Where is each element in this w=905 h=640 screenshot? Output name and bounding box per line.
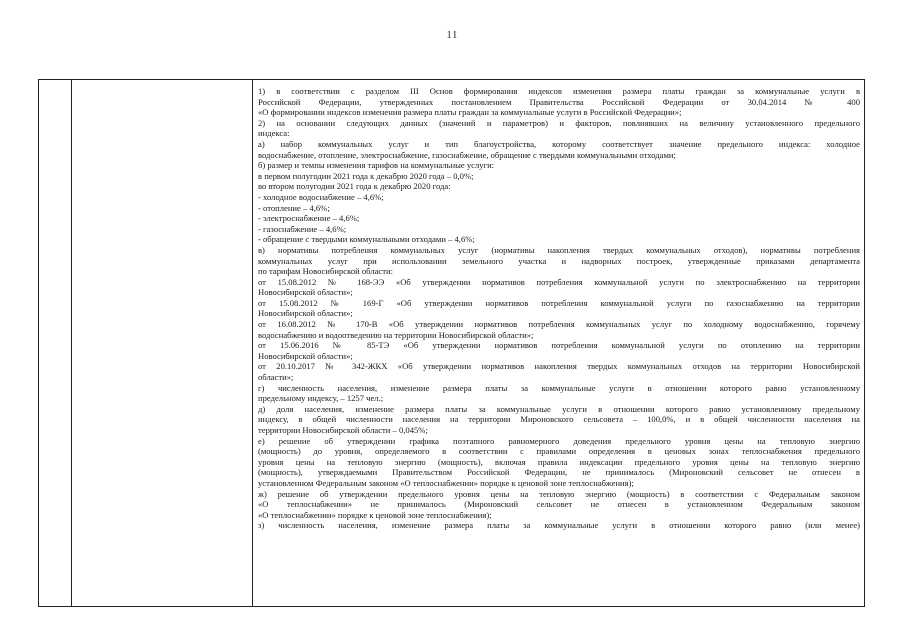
text-line: в) нормативы потребления коммунальных услуг (нормативы накопления твердых коммунальных отходов), нормативы потребления: [258, 244, 860, 255]
text-line: установленном Федеральным законом «О теплоснабжении» порядке к ценовой зоне теплоснабжения);: [258, 477, 634, 488]
text-line: во втором полугодии 2021 года к декабрю 2020 года:: [258, 181, 451, 192]
text-line: «О теплоснабжении» не принималось (Мироновский сельсовет не отнесен в установленном Федеральным законом: [258, 499, 860, 510]
text-line: Новосибирской области»;: [258, 308, 353, 319]
text-line: - электроснабжение – 4,6%;: [258, 213, 360, 224]
text-line: ж) решение об утверждении предельного уровня цены на тепловую энергию (мощность) в соответствии с Федеральным законом: [258, 488, 860, 499]
page-number: 11: [446, 30, 459, 41]
text-line: г) численность населения, изменение размера платы за коммунальные услуги в отношении которого равно установленному: [258, 382, 860, 393]
text-line: в первом полугодии 2021 года к декабрю 2020 года – 0,0%;: [258, 170, 474, 181]
text-line: - газоснабжение – 4,6%;: [258, 223, 347, 234]
text-line: от 15.08.2012 № 169-Г «Об утверждении нормативов потребления коммунальной услуги по газоснабжению на территории: [258, 297, 860, 308]
text-line: от 15.06.2016 № 85-ТЭ «Об утверждении нормативов потребления коммунальной услуги по отоплению на территории: [258, 340, 860, 351]
text-line: «О теплоснабжении» порядке к ценовой зоне теплоснабжения);: [258, 509, 492, 520]
text-line: д) доля населения, изменение размера платы за коммунальные услуги в отношении которого равно установленному предельному: [258, 403, 860, 414]
text-line: - холодное водоснабжение – 4,6%;: [258, 191, 384, 202]
text-line: з) численность населения, изменение размера платы за коммунальные услуги в отношении которого равно (или менее): [258, 520, 860, 531]
document-table: [38, 79, 865, 607]
text-line: от 16.08.2012 № 170-В «Об утверждении нормативов потребления коммунальных услуг по холодному водоснабжению, горячему: [258, 319, 860, 330]
text-cell: [258, 86, 860, 606]
text-line: по тарифам Новосибирской области:: [258, 266, 393, 277]
text-line: индексу, в общей численности населения на территории Мироновского сельсовета – 100,0%, и в общей численности населения на: [258, 414, 860, 425]
text-line: 2) на основании следующих данных (значений и параметров) и факторов, повлиявших на величину установленного предельного: [258, 117, 860, 128]
text-line: водоснабжению и водоотведению на территории Новосибирской области»;: [258, 329, 534, 340]
text-line: е) решение об утверждении графика поэтапного равномерного доведения предельного уровня цены на тепловую энергию: [258, 435, 860, 446]
text-line: коммунальных услуг при использовании земельного участка и надворных построек, утвержденные приказами департамента: [258, 255, 860, 266]
text-line: «О формировании индексов изменения размера платы граждан за коммунальные услуги в Российской Федерации»;: [258, 107, 682, 118]
text-line: от 15.08.2012 № 168-ЭЭ «Об утверждении нормативов потребления коммунальной услуги по электроснабжению на территории: [258, 276, 860, 287]
text-line: (мощность) до уровня, определяемого в соответствии с правилами определения в ценовых зонах теплоснабжения предельного: [258, 446, 860, 457]
text-line: индекса:: [258, 128, 290, 139]
text-line: а) набор коммунальных услуг и тип благоустройства, которому соответствует значение предельного индекса: холодное: [258, 138, 860, 149]
text-line: Российской Федерации, утвержденных постановлением Правительства Российской Федерации от 30.04.2014 № 400: [258, 96, 860, 107]
text-line: области»;: [258, 372, 294, 383]
text-line: б) размер и темпы изменения тарифов на коммунальные услуги:: [258, 160, 495, 171]
text-line: уровня цены на тепловую энергию (мощность), включая правила индексации предельного уровня цены на тепловую энергию: [258, 456, 860, 467]
text-line: Новосибирской области»;: [258, 287, 353, 298]
text-line: (мощность), утверждаемыми Правительством Российской Федерации, не принималось (Мироновский сельсовет не отнесен в: [258, 467, 860, 478]
column-divider-2: [252, 80, 253, 606]
text-line: 1) в соответствии с разделом III Основ формирования индексов изменения размера платы граждан за коммунальные услуги в: [258, 86, 860, 96]
text-line: территории Новосибирской области – 0,045%;: [258, 425, 428, 435]
column-divider-1: [71, 80, 72, 606]
text-line: Новосибирской области»;: [258, 350, 353, 361]
text-line: - обращение с твердыми коммунальными отходами – 4,6%;: [258, 234, 475, 245]
text-line: предельному индексу, – 1257 чел.;: [258, 393, 384, 404]
text-line: от 20.10.2017 № 342-ЖКХ «Об утверждении нормативов накопления твердых коммунальных отходов на территории Новосибирской: [258, 361, 860, 372]
text-line: - отопление – 4,6%;: [258, 202, 330, 213]
text-line: водоснабжение, отопление, электроснабжение, газоснабжение, обращение с твердыми коммунальными отходами;: [258, 149, 676, 160]
